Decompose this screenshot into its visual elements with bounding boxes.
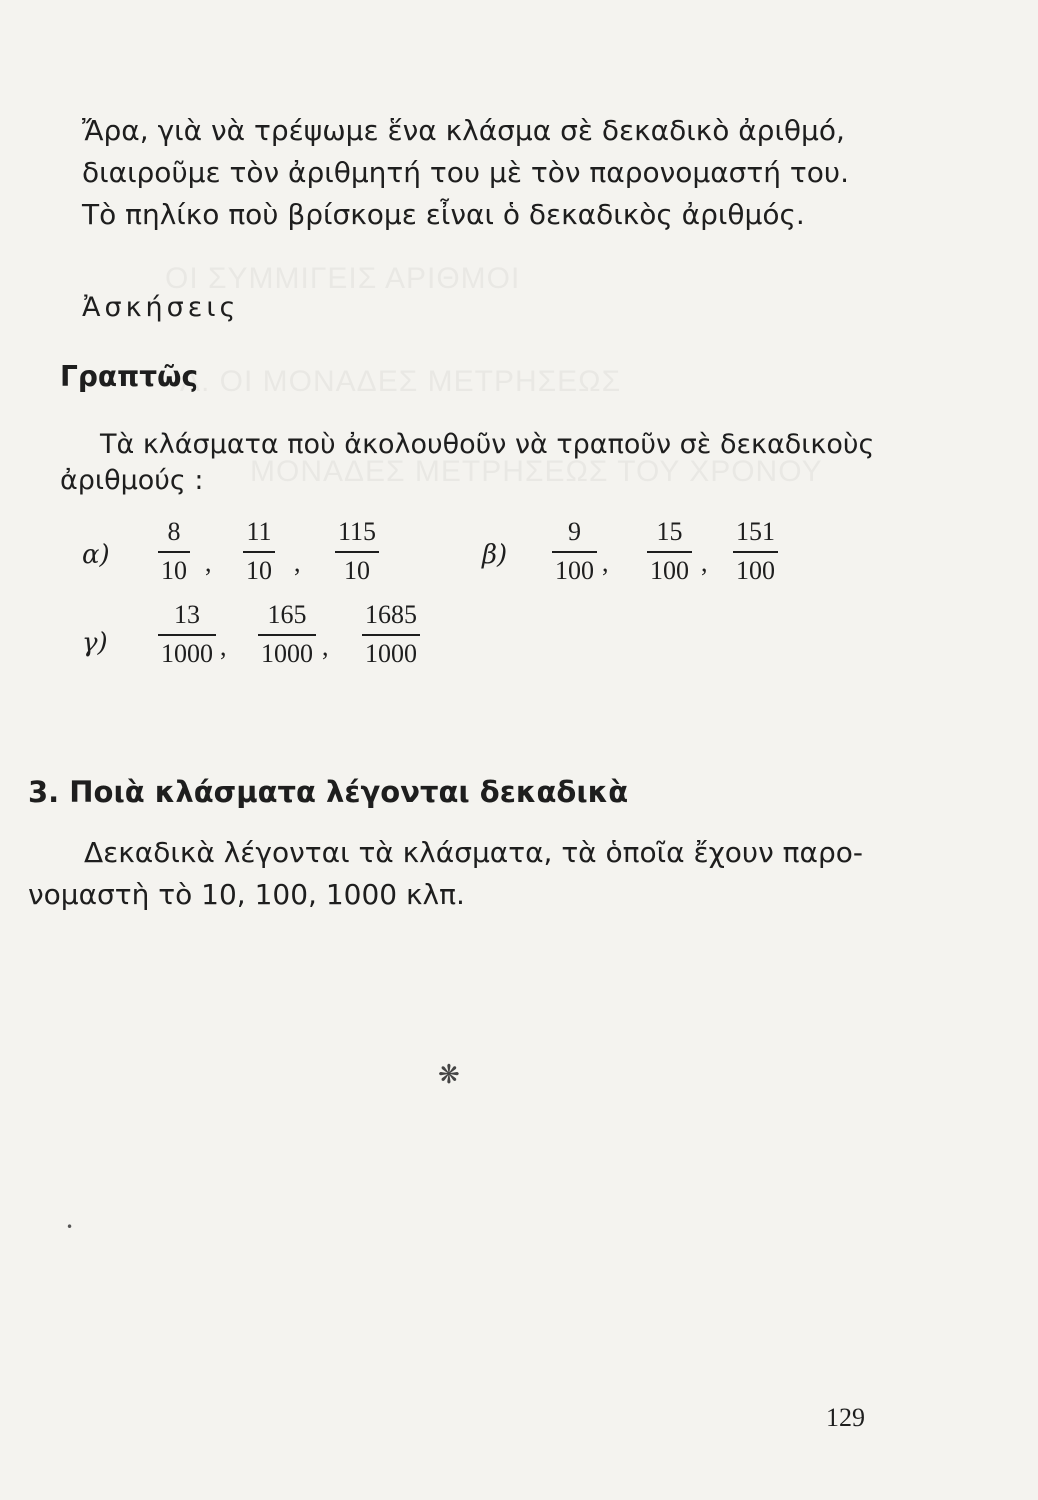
fraction-a-3 [335,517,379,586]
denominator: 10 [246,556,272,585]
separator: , [322,632,329,661]
fraction-bar [552,551,597,553]
denominator: 10 [344,556,371,585]
separator: , [294,548,301,577]
fraction-bar [335,551,379,553]
denominator: 100 [555,556,594,585]
fraction-c-1 [158,600,216,669]
separator: , [205,548,212,577]
numerator: 165 [267,600,307,629]
fraction-bar [158,551,190,553]
numerator: 15 [656,517,683,546]
denominator: 100 [736,556,775,585]
denominator: 1000 [261,639,313,668]
fraction-bar [647,551,692,553]
group-label-b: β) [482,540,508,570]
denominator: 1000 [161,639,213,668]
stray-dot: • [66,1220,74,1234]
instruction-line: ἀριθμούς : [60,465,204,496]
exercise-instruction [60,427,874,499]
numerator: 151 [736,517,775,546]
separator: , [701,548,708,577]
intro-line: Ἄρα, γιὰ νὰ τρέψωμε ἕνα κλάσμα σὲ δεκαδικὸ ἀριθμό, [82,114,845,147]
exercises-heading: Ἀσκήσεις [82,292,240,323]
group-label-c: γ) [82,628,108,658]
numerator: 13 [174,600,200,629]
fraction-bar [258,634,316,636]
ornament-icon: ❋ [438,1060,460,1090]
fraction-bar [362,634,420,636]
intro-paragraph [82,110,849,236]
definition-line: νομαστὴ τὸ 10, 100, 1000 κλπ. [28,878,465,911]
page-number: 129 [826,1403,865,1432]
numerator: 11 [246,517,272,546]
section-title: 3. Ποιὰ κλάσματα λέγονται δεκαδικὰ [28,775,629,809]
intro-line: διαιροῦμε τὸν ἀριθμητή του μὲ τὸν παρονομαστή του. [82,156,849,189]
fraction-c-3 [362,600,420,669]
intro-line: Τὸ πηλίκο ποὺ βρίσκομε εἶναι ὁ δεκαδικὸς ἀριθμός. [82,198,805,231]
fraction-c-2 [258,600,316,669]
fraction-b-3 [733,517,778,586]
fraction-bar [733,551,778,553]
denominator: 100 [650,556,689,585]
fraction-a-1 [158,517,190,586]
numerator: 8 [167,517,181,546]
separator: , [602,548,609,577]
denominator: 1000 [365,639,417,668]
denominator: 10 [161,556,187,585]
numerator: 9 [568,517,581,546]
fraction-b-2 [647,517,692,586]
group-label-a: α) [82,540,110,570]
fraction-a-2 [243,517,275,586]
fraction-b-1 [552,517,597,586]
written-heading: Γραπτῶς [60,360,199,393]
definition-line: Δεκαδικὰ λέγονται τὰ κλάσματα, τὰ ὁποῖα ἔχουν παρο- [84,836,863,869]
numerator: 115 [338,517,377,546]
separator: , [220,632,227,661]
fraction-bar [243,551,275,553]
fraction-bar [158,634,216,636]
definition-paragraph [28,832,863,916]
numerator: 1685 [365,600,417,629]
instruction-line: Τὰ κλάσματα ποὺ ἀκολουθοῦν νὰ τραποῦν σὲ δεκαδικοὺς [100,429,875,460]
